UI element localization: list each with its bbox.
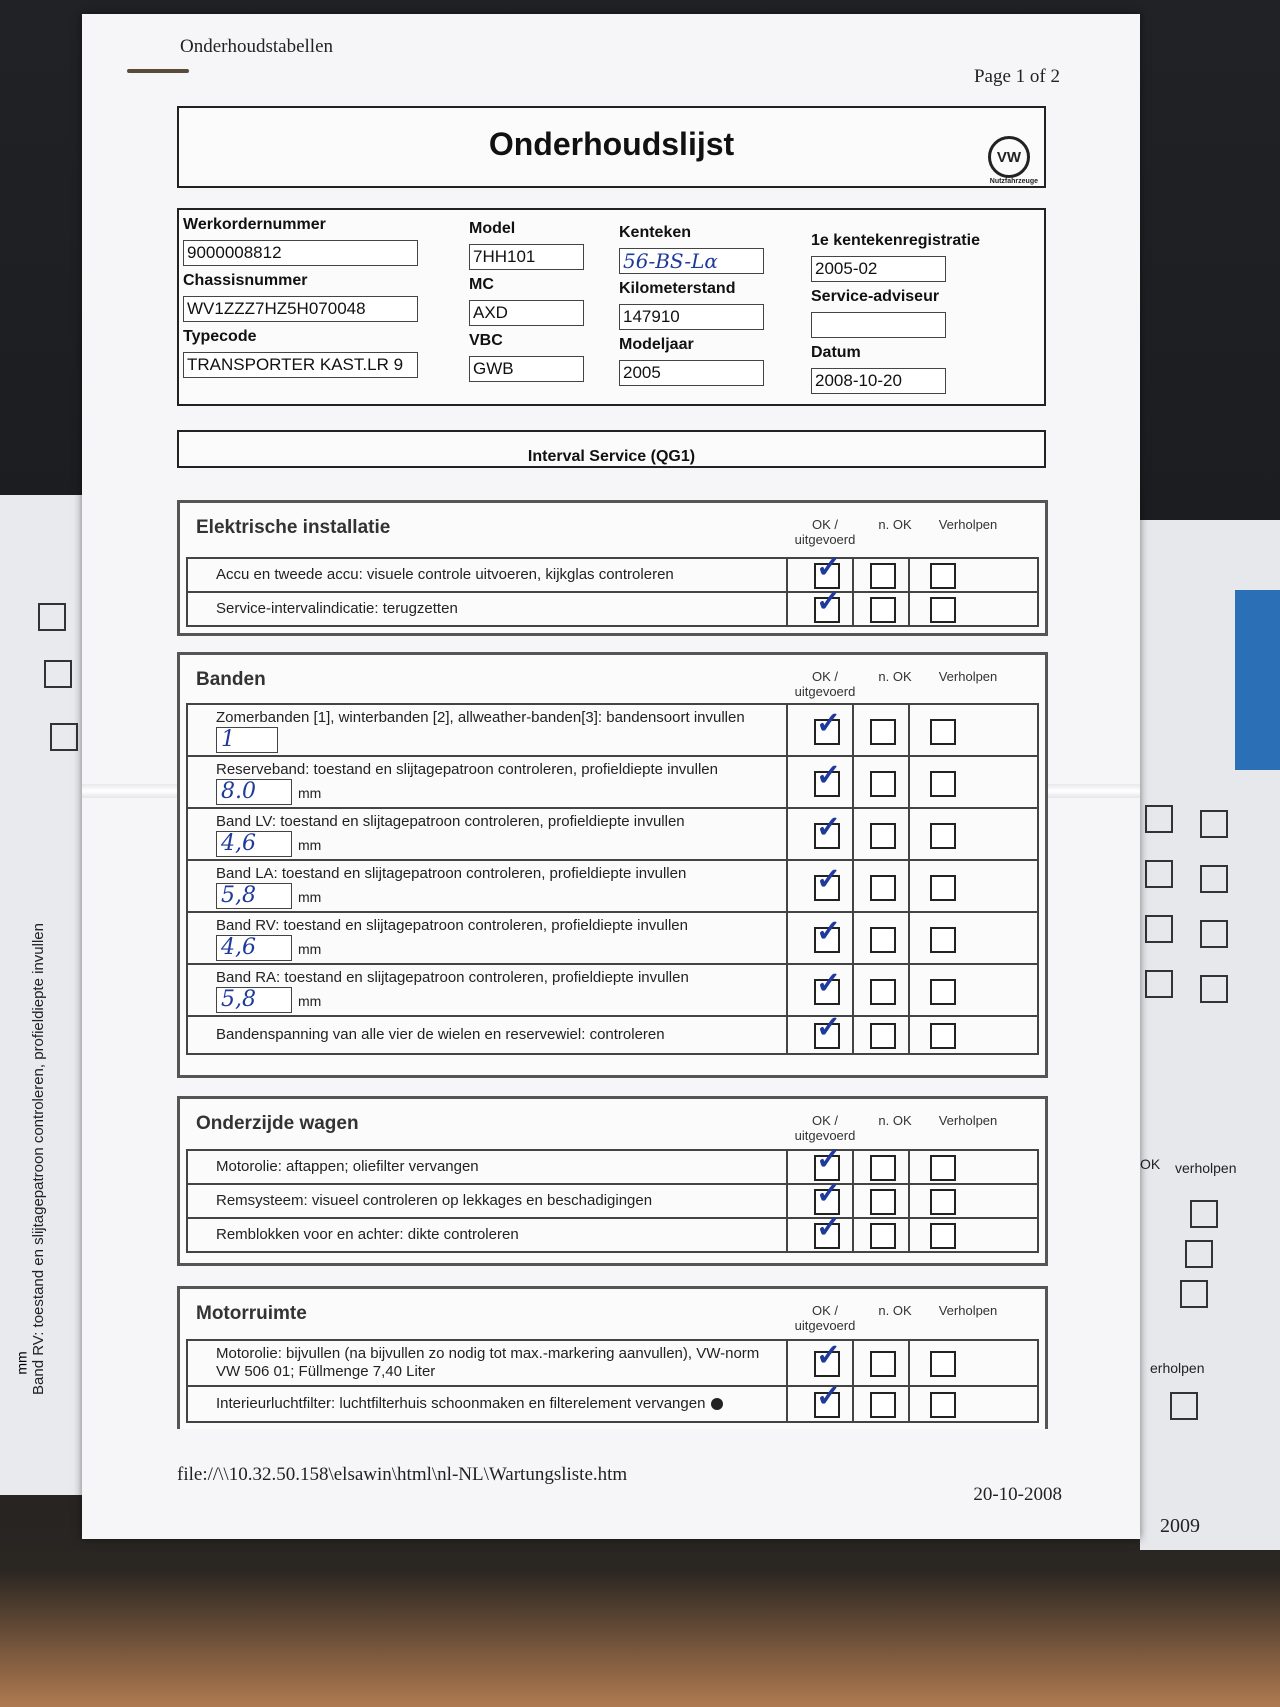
vw-logo-icon: VW — [988, 136, 1030, 178]
footer-date: 20-10-2008 — [973, 1484, 1062, 1505]
unit-label: mm — [298, 785, 322, 801]
row-text: Bandenspanning van alle vier de wielen en reservewiel: controleren — [216, 1026, 665, 1043]
row-text: Band RA: toestand en slijtagepatroon controleren, profieldiepte invullen — [216, 969, 689, 986]
vbc-field: GWB — [469, 356, 584, 382]
row-text: Accu en tweede accu: visuele controle uitvoeren, kijkglas controleren — [216, 566, 674, 583]
row-text: Motorolie: bijvullen (na bijvullen zo nodig tot max.-markering aanvullen), VW-norm VW 506 01; Füllmenge 7,40 Liter — [216, 1345, 760, 1380]
model-label: Model — [469, 220, 516, 237]
checkbox-nok[interactable] — [870, 1155, 896, 1181]
col-verholpen: Verholpen — [938, 1113, 998, 1128]
registratie-label: 1e kentekenregistratie — [811, 232, 980, 249]
tick-icon: ✓ — [816, 707, 842, 740]
checklist-row — [186, 1211, 1039, 1253]
checklist-row — [186, 911, 1039, 965]
title-box — [177, 106, 1046, 188]
typecode-field: TRANSPORTER KAST.LR 9 — [183, 352, 418, 378]
checkbox-verholpen[interactable] — [930, 823, 956, 849]
checkbox-empty — [1200, 975, 1228, 1003]
col-verholpen: Verholpen — [938, 517, 998, 532]
row-text: Service-intervalindicatie: terugzetten — [216, 600, 458, 617]
tread-depth-value[interactable]: 4,6 — [216, 935, 292, 961]
col-nok: n. OK — [878, 669, 912, 684]
checklist-row — [186, 807, 1039, 861]
checkbox-verholpen[interactable] — [930, 597, 956, 623]
registratie-field: 2005-02 — [811, 256, 946, 282]
background-sheet-ok: OK — [1140, 1156, 1161, 1172]
tick-icon: ✓ — [816, 1177, 842, 1210]
checklist-row — [186, 585, 1039, 627]
service-type: Interval Service (QG1) — [527, 448, 696, 465]
unit-label: mm — [298, 941, 322, 957]
col-nok: n. OK — [878, 1113, 912, 1128]
pen-mark — [127, 69, 189, 73]
row-text: Band RV: toestand en slijtagepatroon controleren, profieldiepte invullen — [216, 917, 688, 934]
unit-label: mm — [298, 993, 322, 1009]
row-text: Band LA: toestand en slijtagepatroon controleren, profieldiepte invullen — [216, 865, 687, 882]
tick-icon: ✓ — [816, 967, 842, 1000]
checkbox-verholpen[interactable] — [930, 979, 956, 1005]
tick-icon: ✓ — [816, 585, 842, 618]
col-verholpen: Verholpen — [938, 1303, 998, 1318]
section-motorruimte — [177, 1286, 1048, 1429]
modeljaar-field: 2005 — [619, 360, 764, 386]
vehicle-info — [177, 208, 1046, 406]
checkbox-empty — [50, 723, 78, 751]
col-ok: OK / uitgevoerd — [794, 1303, 856, 1333]
tread-depth-value[interactable]: 8.0 — [216, 779, 292, 805]
checkbox-empty — [44, 660, 72, 688]
background-sheet-verholpen: verholpen — [1175, 1160, 1237, 1176]
background-sheet-left — [0, 495, 91, 1495]
checklist-row — [186, 703, 1039, 757]
chassis-field: WV1ZZZ7HZ5H070048 — [183, 296, 418, 322]
checklist-row — [186, 1339, 1039, 1387]
checkbox-empty — [38, 603, 66, 631]
tick-icon: ✓ — [816, 915, 842, 948]
checklist-row — [186, 1011, 1039, 1055]
checkbox-verholpen[interactable] — [930, 1189, 956, 1215]
background-year: 2009 — [1160, 1515, 1200, 1537]
checklist-row — [186, 859, 1039, 913]
bullet-icon — [711, 1398, 723, 1410]
section-elektrisch — [177, 500, 1048, 636]
checkbox-nok[interactable] — [870, 1392, 896, 1418]
tick-icon: ✓ — [816, 1143, 842, 1176]
page-title: Onderhoudslijst — [488, 126, 735, 162]
vbc-label: VBC — [469, 332, 503, 349]
kenteken-label: Kenteken — [619, 224, 692, 241]
tyre-type-value[interactable]: 1 — [216, 727, 278, 753]
blue-card — [1235, 590, 1280, 770]
row-text: Zomerbanden [1], winterbanden [2], allweather-banden[3]: bandensoort invullen — [216, 709, 745, 726]
tick-icon: ✓ — [816, 1211, 842, 1244]
background-sheet-verholpen2: erholpen — [1150, 1360, 1205, 1376]
col-nok: n. OK — [878, 517, 912, 532]
checkbox-nok[interactable] — [870, 1023, 896, 1049]
model-field: 7HH101 — [469, 244, 584, 270]
section-banden — [177, 652, 1048, 1078]
row-text: Band LV: toestand en slijtagepatroon controleren, profieldiepte invullen — [216, 813, 685, 830]
checkbox-nok[interactable] — [870, 927, 896, 953]
tick-icon: ✓ — [816, 759, 842, 792]
typecode-label: Typecode — [183, 328, 257, 345]
km-label: Kilometerstand — [619, 280, 736, 297]
checkbox-empty — [1200, 810, 1228, 838]
werkordernummer-label: Werkordernummer — [183, 216, 326, 233]
checkbox-verholpen[interactable] — [930, 875, 956, 901]
tick-icon: ✓ — [816, 811, 842, 844]
col-ok: OK / uitgevoerd — [794, 1113, 856, 1143]
checkbox-nok[interactable] — [870, 719, 896, 745]
checkbox-empty — [1145, 860, 1173, 888]
checkbox-empty — [1170, 1392, 1198, 1420]
checkbox-verholpen[interactable] — [930, 1223, 956, 1249]
checkbox-empty — [1145, 970, 1173, 998]
tread-depth-value[interactable]: 4,6 — [216, 831, 292, 857]
werkordernummer-field: 9000008812 — [183, 240, 418, 266]
checkbox-verholpen[interactable] — [930, 1351, 956, 1377]
row-text: Remblokken voor en achter: dikte controleren — [216, 1226, 519, 1243]
section-title: Motorruimte — [196, 1303, 307, 1324]
row-text: Motorolie: aftappen; oliefilter vervangen — [216, 1158, 479, 1175]
checkbox-verholpen[interactable] — [930, 1023, 956, 1049]
kenteken-field: 56-BS-Lα — [619, 248, 764, 274]
checklist-row — [186, 755, 1039, 809]
checkbox-verholpen[interactable] — [930, 1392, 956, 1418]
row-text: Remsysteem: visueel controleren op lekkages en beschadigingen — [216, 1192, 653, 1209]
section-onderzijde — [177, 1096, 1048, 1266]
mc-label: MC — [469, 276, 494, 293]
checkbox-verholpen[interactable] — [930, 719, 956, 745]
checkbox-empty — [1180, 1280, 1208, 1308]
tick-icon: ✓ — [816, 863, 842, 896]
tick-icon: ✓ — [816, 1380, 842, 1413]
page-number: Page 1 of 2 — [973, 66, 1060, 87]
section-title: Banden — [196, 669, 266, 690]
maintenance-sheet — [82, 14, 1140, 1539]
tread-depth-value[interactable]: 5,8 — [216, 883, 292, 909]
section-title: Elektrische installatie — [196, 517, 391, 538]
footer-path: file://\\10.32.50.158\elsawin\html\nl-NL\Wartungsliste.htm — [177, 1464, 628, 1485]
chassis-label: Chassisnummer — [183, 272, 308, 289]
checkbox-verholpen[interactable] — [930, 563, 956, 589]
logo-subtitle: Nutzfahrzeuge — [989, 178, 1038, 185]
checkbox-empty — [1185, 1240, 1213, 1268]
checkbox-nok[interactable] — [870, 771, 896, 797]
datum-label: Datum — [811, 344, 861, 361]
checkbox-empty — [1200, 920, 1228, 948]
col-nok: n. OK — [878, 1303, 912, 1318]
tread-depth-value[interactable]: 5,8 — [216, 987, 292, 1013]
section-title: Onderzijde wagen — [196, 1113, 359, 1134]
checklist-row — [186, 1380, 1039, 1423]
checkbox-empty — [1200, 865, 1228, 893]
background-sheet-left-unit: mm — [13, 1351, 30, 1375]
checkbox-nok[interactable] — [870, 1223, 896, 1249]
checkbox-nok[interactable] — [870, 1351, 896, 1377]
header-left: Onderhoudstabellen — [180, 36, 334, 57]
km-field: 147910 — [619, 304, 764, 330]
col-verholpen: Verholpen — [938, 669, 998, 684]
modeljaar-label: Modeljaar — [619, 336, 694, 353]
checkbox-nok[interactable] — [870, 597, 896, 623]
checkbox-nok[interactable] — [870, 875, 896, 901]
col-ok: OK / uitgevoerd — [794, 669, 856, 699]
unit-label: mm — [298, 837, 322, 853]
tick-icon: ✓ — [816, 1339, 842, 1372]
tick-icon: ✓ — [816, 1011, 842, 1044]
checkbox-nok[interactable] — [870, 563, 896, 589]
checkbox-empty — [1190, 1200, 1218, 1228]
checklist-row — [186, 963, 1039, 1017]
row-text-content: Interieurluchtfilter: luchtfilterhuis schoonmaken en filterelement vervangen — [216, 1395, 706, 1412]
datum-field: 2008-10-20 — [811, 368, 946, 394]
col-ok: OK / uitgevoerd — [794, 517, 856, 547]
row-text — [216, 1395, 806, 1413]
unit-label: mm — [298, 889, 322, 905]
service-type-box — [177, 430, 1046, 468]
checkbox-empty — [1145, 915, 1173, 943]
checkbox-verholpen[interactable] — [930, 927, 956, 953]
checkbox-verholpen[interactable] — [930, 1155, 956, 1181]
mc-field: AXD — [469, 300, 584, 326]
checkbox-nok[interactable] — [870, 979, 896, 1005]
adviseur-field — [811, 312, 946, 338]
tick-icon: ✓ — [816, 551, 842, 584]
checklist-row — [186, 551, 1039, 593]
checkbox-nok[interactable] — [870, 1189, 896, 1215]
adviseur-label: Service-adviseur — [811, 288, 940, 305]
row-text: Reserveband: toestand en slijtagepatroon controleren, profieldiepte invullen — [216, 761, 718, 778]
background-sheet-left-text: Band RV: toestand en slijtagepatroon controleren, profieldiepte invullen — [30, 923, 47, 1395]
checkbox-nok[interactable] — [870, 823, 896, 849]
checkbox-verholpen[interactable] — [930, 771, 956, 797]
checklist-row — [186, 1177, 1039, 1219]
checklist-row — [186, 1143, 1039, 1185]
checkbox-empty — [1145, 805, 1173, 833]
